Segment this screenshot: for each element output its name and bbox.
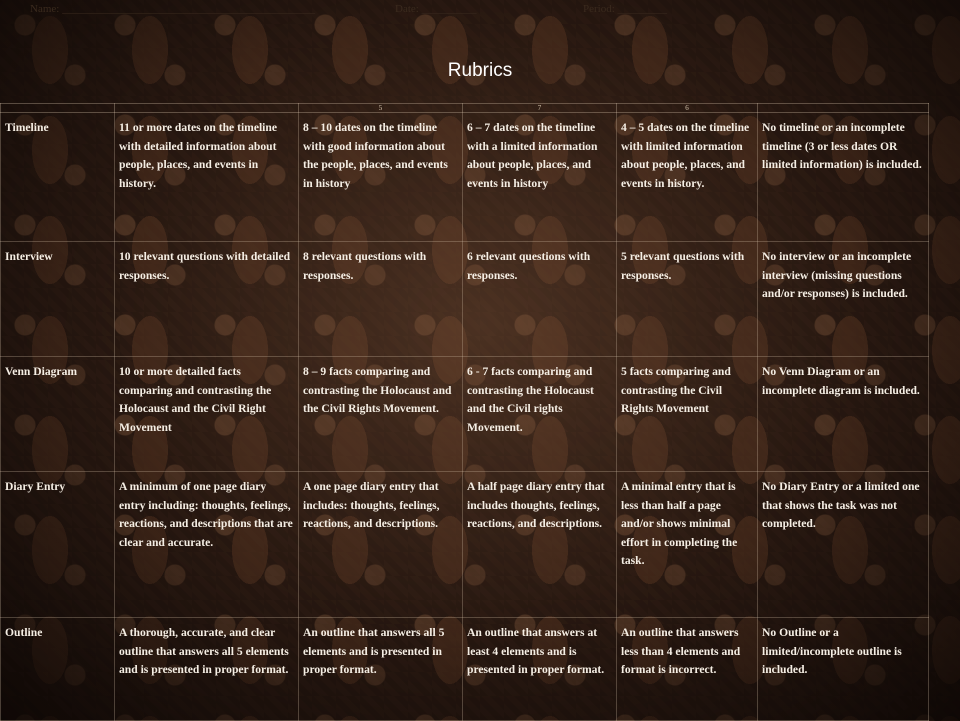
score-header <box>758 104 929 113</box>
rubric-cell: 5 relevant questions with responses. <box>617 242 758 357</box>
rubric-cell: No Diary Entry or a limited one that shows the task was not completed. <box>758 472 929 618</box>
score-header: 5 <box>299 104 463 113</box>
rubric-cell: 8 – 9 facts comparing and contrasting the Holocaust and the Civil Rights Movement. <box>299 357 463 472</box>
rubric-cell: A thorough, accurate, and clear outline that answers all 5 elements and is presented in proper format. <box>115 618 299 721</box>
score-header <box>1 104 115 113</box>
rubric-cell: No Outline or a limited/incomplete outline is included. <box>758 618 929 721</box>
name-date-period-line <box>0 0 960 18</box>
page-title: Rubrics <box>447 60 513 81</box>
score-header-row <box>1 104 929 113</box>
criterion-label: Outline <box>1 618 115 721</box>
rubric-cell: No interview or an incomplete interview (missing questions and/or responses) is included. <box>758 242 929 357</box>
table-row <box>1 113 929 242</box>
table-row <box>1 242 929 357</box>
rubric-cell: No Venn Diagram or an incomplete diagram is included. <box>758 357 929 472</box>
rubric-table <box>0 103 929 721</box>
rubric-cell: An outline that answers at least 4 elements and is presented in proper format. <box>463 618 617 721</box>
rubric-cell: 4 – 5 dates on the timeline with limited information about people, places, and events in history. <box>617 113 758 242</box>
rubric-cell: 10 relevant questions with detailed responses. <box>115 242 299 357</box>
criterion-label: Venn Diagram <box>1 357 115 472</box>
criterion-label: Diary Entry <box>1 472 115 618</box>
score-header: 7 <box>463 104 617 113</box>
rubric-cell: 11 or more dates on the timeline with detailed information about people, places, and events in history. <box>115 113 299 242</box>
score-header <box>115 104 299 113</box>
rubric-cell: 6 relevant questions with responses. <box>463 242 617 357</box>
rubric-cell: 6 - 7 facts comparing and contrasting the Holocaust and the Civil rights Movement. <box>463 357 617 472</box>
rubric-cell: 8 – 10 dates on the timeline with good information about the people, places, and events in history <box>299 113 463 242</box>
rubric-cell: A minimum of one page diary entry including: thoughts, feelings, reactions, and descriptions that are clear and accurate. <box>115 472 299 618</box>
table-row <box>1 618 929 721</box>
name-field-label: Name: ______________________________________________ <box>30 3 316 15</box>
rubric-cell: 5 facts comparing and contrasting the Civil Rights Movement <box>617 357 758 472</box>
rubric-cell: A one page diary entry that includes: thoughts, feelings, reactions, and descriptions. <box>299 472 463 618</box>
period-field-label: Period: _________ <box>583 3 668 15</box>
date-field-label: Date: __________ <box>395 3 477 15</box>
rubric-cell: 6 – 7 dates on the timeline with a limited information about people, places, and events in history <box>463 113 617 242</box>
table-row <box>1 472 929 618</box>
criterion-label: Timeline <box>1 113 115 242</box>
criterion-label: Interview <box>1 242 115 357</box>
rubric-cell: An outline that answers less than 4 elements and format is incorrect. <box>617 618 758 721</box>
rubric-cell: 10 or more detailed facts comparing and contrasting the Holocaust and the Civil Right Movement <box>115 357 299 472</box>
rubric-cell: An outline that answers all 5 elements and is presented in proper format. <box>299 618 463 721</box>
table-row <box>1 357 929 472</box>
rubric-cell: A minimal entry that is less than half a page and/or shows minimal effort in completing the task. <box>617 472 758 618</box>
rubric-cell: A half page diary entry that includes thoughts, feelings, reactions, and descriptions. <box>463 472 617 618</box>
score-header: 6 <box>617 104 758 113</box>
rubric-cell: No timeline or an incomplete timeline (3 or less dates OR limited information) is included. <box>758 113 929 242</box>
rubric-cell: 8 relevant questions with responses. <box>299 242 463 357</box>
